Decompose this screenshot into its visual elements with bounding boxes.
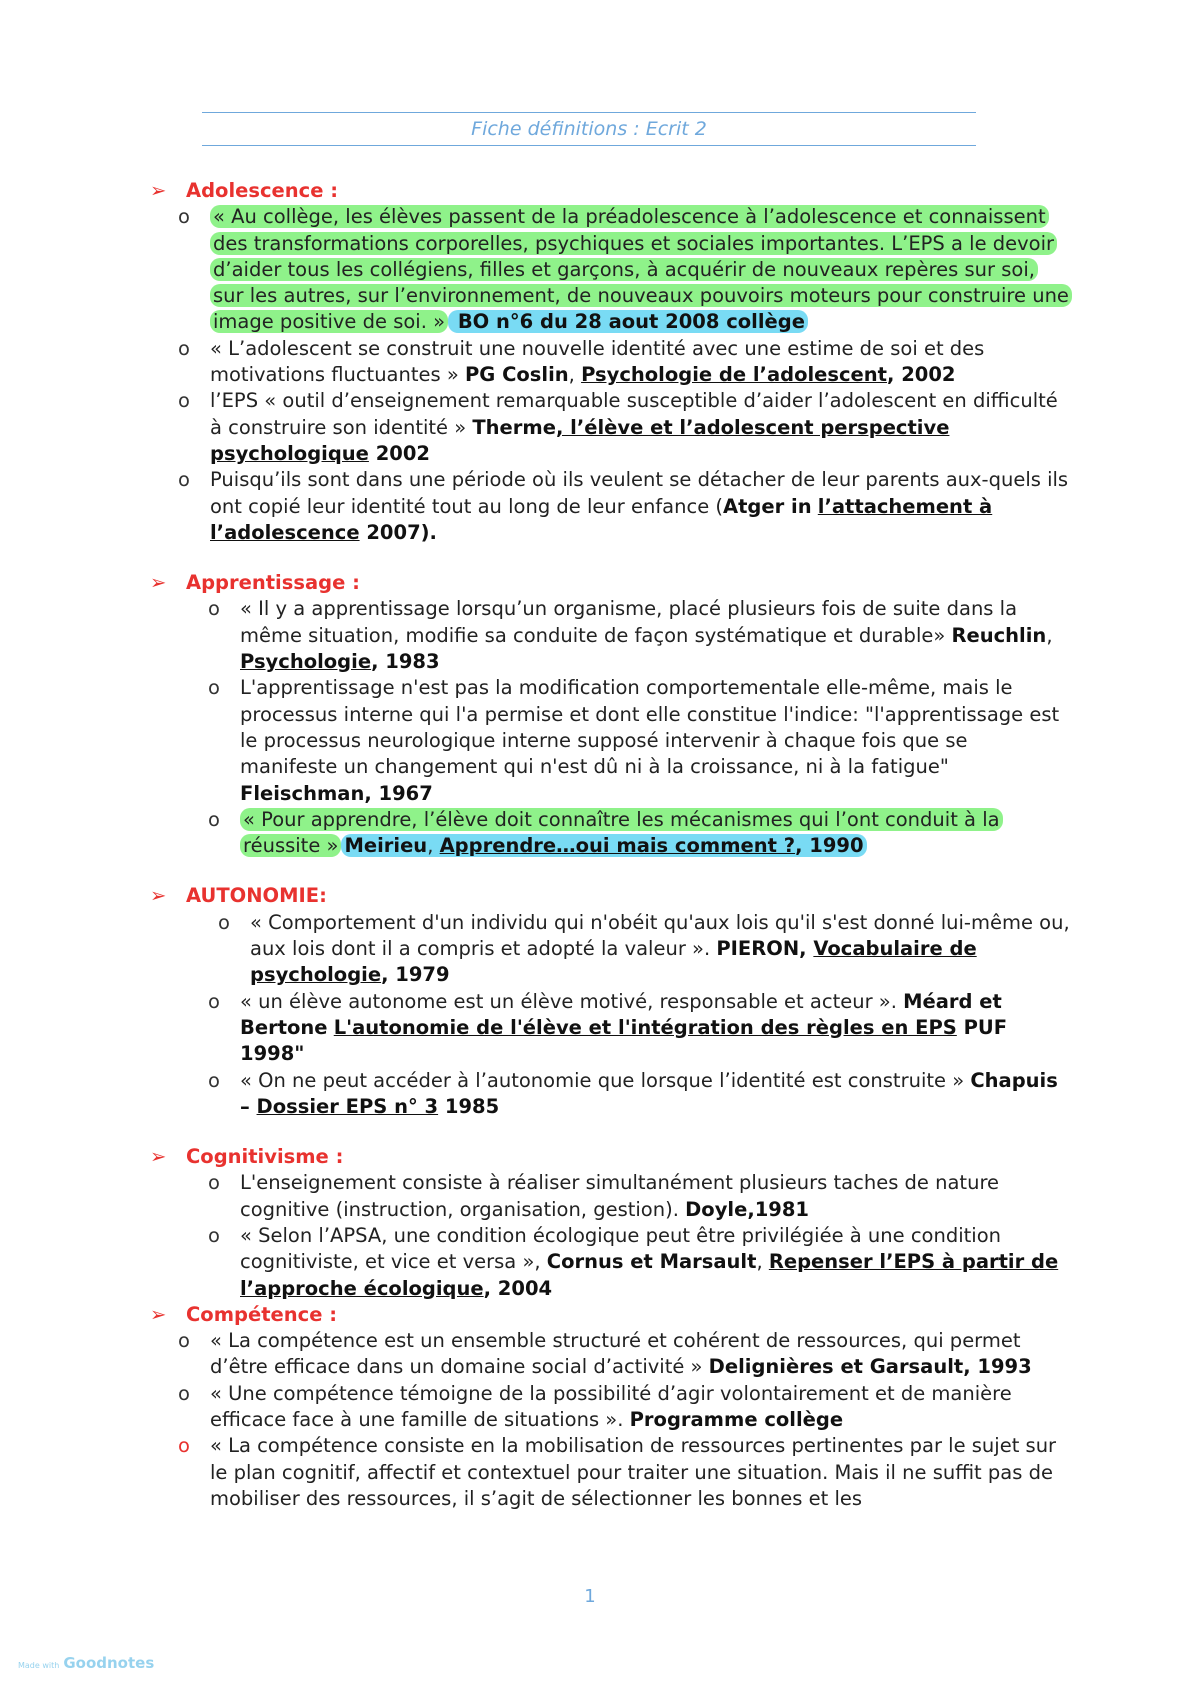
author: Doyle,1981 (685, 1197, 809, 1221)
author: Programme collège (629, 1408, 844, 1432)
arrow-bullet-icon: ➢ (150, 571, 167, 595)
circle-bullet-icon: o (178, 1434, 190, 1458)
work-title: L'autonomie de l'élève et l'intégration des règles en EPS (333, 1015, 957, 1039)
list-item: o « L’adolescent se construit une nouvelle identité avec une estime de soi et des motivations fluctuantes » PG Coslin, Psychologie de l’adolescent, 2002 (178, 336, 1070, 389)
arrow-bullet-icon: ➢ (150, 1145, 167, 1169)
author: Atger in (723, 494, 812, 518)
list-item: o « Pour apprendre, l’élève doit connaître les mécanismes qui l’ont conduit à la réussite » Meirieu, Apprendre…oui mais comment ?, 1990 (208, 807, 1070, 860)
circle-bullet-icon: o (178, 1329, 190, 1353)
list-item: o « Une compétence témoigne de la possibilité d’agir volontairement et de manière efficace face à une famille de situations ». Programme collège (178, 1381, 1070, 1434)
section-heading: ➢ AUTONOMIE: (150, 883, 1070, 909)
author: Delignières et Garsault (708, 1355, 964, 1379)
title-bar (202, 112, 976, 146)
circle-bullet-icon: o (178, 336, 190, 360)
circle-bullet-icon: o (208, 597, 220, 621)
circle-bullet-icon: o (218, 910, 230, 934)
list-item: o « Selon l’APSA, une condition écologique peut être privilégiée à une condition cognitiviste, et vice et versa », Cornus et Marsault, Repenser l’EPS à partir de l’approche écologique, 2004 (208, 1223, 1070, 1302)
list-item: o l’EPS « outil d’enseignement remarquable susceptible d’aider l’adolescent en difficulté à construire son identité » Therme, l’élève et l’adolescent perspective psychologique 2002 (178, 388, 1070, 467)
work-title: Repenser l’EPS à partir de l’approche écologique (240, 1250, 1059, 1300)
work-title: Vocabulaire de psychologie (250, 937, 977, 987)
arrow-bullet-icon: ➢ (150, 884, 167, 908)
author: Méard et Bertone (240, 989, 1002, 1039)
section-cognitivisme (150, 1144, 1070, 1302)
work-title: Psychologie (240, 650, 372, 674)
highlight-blue: BO n°6 du 28 aout 2008 collège (448, 310, 808, 333)
circle-bullet-icon: o (178, 1381, 190, 1405)
work-title: Psychologie de l’adolescent (581, 363, 887, 387)
circle-bullet-icon: o (208, 989, 220, 1013)
section-autonomie (150, 883, 1070, 1120)
author: Reuchlin (951, 623, 1047, 647)
list-item: o « La compétence consiste en la mobilisation de ressources pertinentes par le sujet sur le plan cognitif, affectif et contextuel pour traiter une situation. Mais il ne suffit pas de mobiliser des ressources, il s’agit de sélectionner les bonnes et les (178, 1433, 1070, 1512)
section-apprentissage (150, 570, 1070, 859)
work-title: Apprendre…oui mais comment ? (439, 834, 796, 858)
author: PIERON (716, 937, 800, 961)
list-item: o « Il y a apprentissage lorsqu’un organisme, placé plusieurs fois de suite dans la même situation, modifie sa conduite de façon systématique et durable» Reuchlin, Psychologie, 1983 (208, 596, 1070, 675)
author: PG Coslin (465, 363, 569, 387)
author: Chapuis (970, 1068, 1058, 1092)
circle-bullet-icon: o (208, 1171, 220, 1195)
list-item: o « un élève autonome est un élève motivé, responsable et acteur ». Méard et Bertone L'autonomie de l'élève et l'intégration des règles en EPS PUF 1998" (208, 989, 1070, 1068)
highlight-green: « Au collège, les élèves passent de la préadolescence à l’adolescence et connaissent des transformations corporelles, psychiques et sociales importantes. L’EPS a le devoir d’aider tous les collégiens, filles et garçons, à acquérir de nouveaux repères sur soi, sur les autres, sur l’environnement, de nouveaux pouvoirs moteurs pour construire une image positive de soi. » (210, 205, 1072, 333)
section-adolescence (150, 178, 1070, 546)
section-heading: ➢ Apprentissage : (150, 570, 1070, 596)
list-item (178, 204, 1070, 335)
page-title: Fiche définitions : Ecrit 2 (471, 118, 707, 140)
author: Fleischman (240, 781, 365, 805)
list-item: o L'enseignement consiste à réaliser simultanément plusieurs taches de nature cognitive (instruction, organisation, gestion). Doyle,1981 (208, 1170, 1070, 1223)
list-item: o Puisqu’ils sont dans une période où ils veulent se détacher de leur parents aux-quels ils ont copié leur identité tout au long de leur enfance (Atger in l’attachement à l’adolescence 2007). (178, 467, 1070, 546)
circle-bullet-icon: o (178, 205, 190, 229)
author: Therme (472, 415, 556, 439)
circle-bullet-icon: o (208, 1068, 220, 1092)
author: Cornus et Marsault (546, 1250, 757, 1274)
arrow-bullet-icon: ➢ (150, 179, 167, 202)
section-heading: ➢ Cognitivisme : (150, 1144, 1070, 1170)
list-item: o « La compétence est un ensemble structuré et cohérent de ressources, qui permet d’être efficace dans un domaine social d’activité » Delignières et Garsault, 1993 (178, 1328, 1070, 1381)
page-number: 1 (584, 1586, 596, 1607)
work-title: , l’élève et l’adolescent perspective psychologique (210, 415, 950, 465)
goodnotes-watermark: Made with Goodnotes (18, 1654, 155, 1672)
list-item: o L'apprentissage n'est pas la modification comportementale elle-même, mais le processus interne qui l'a permise et dont elle constitue l'indice: "l'apprentissage est le processus neurologique interne supposé intervenir à chaque fois que se manifeste un changement qui n'est dû ni à la croissance, ni à la fatigue" Fleischman, 1967 (208, 675, 1070, 806)
arrow-bullet-icon: ➢ (150, 1302, 167, 1326)
circle-bullet-icon: o (208, 807, 220, 831)
circle-bullet-icon: o (178, 389, 190, 413)
document-body (150, 178, 1070, 1512)
highlight-green: « Pour apprendre, l’élève doit connaître les mécanismes qui l’ont conduit à la réussite » (240, 808, 1003, 857)
list-item: o « Comportement d'un individu qui n'obéit qu'aux lois qu'il s'est donné lui-même ou, aux lois dont il a compris et adopté la valeur ». PIERON, Vocabulaire de psychologie, 1979 (208, 910, 1070, 989)
circle-bullet-icon: o (208, 676, 220, 700)
section-heading: ➢ Compétence : (150, 1302, 1070, 1328)
work-title: Dossier EPS n° 3 (256, 1094, 439, 1118)
list-item: o « On ne peut accéder à l’autonomie que lorsque l’identité est construite » Chapuis – Dossier EPS n° 3 1985 (208, 1068, 1070, 1121)
circle-bullet-icon: o (178, 468, 190, 492)
section-heading: ➢ Adolescence : (150, 178, 1070, 204)
section-competence (150, 1302, 1070, 1512)
circle-bullet-icon: o (208, 1223, 220, 1247)
work-title: l’attachement à l’adolescence (210, 494, 993, 544)
author: Meirieu (344, 834, 428, 858)
